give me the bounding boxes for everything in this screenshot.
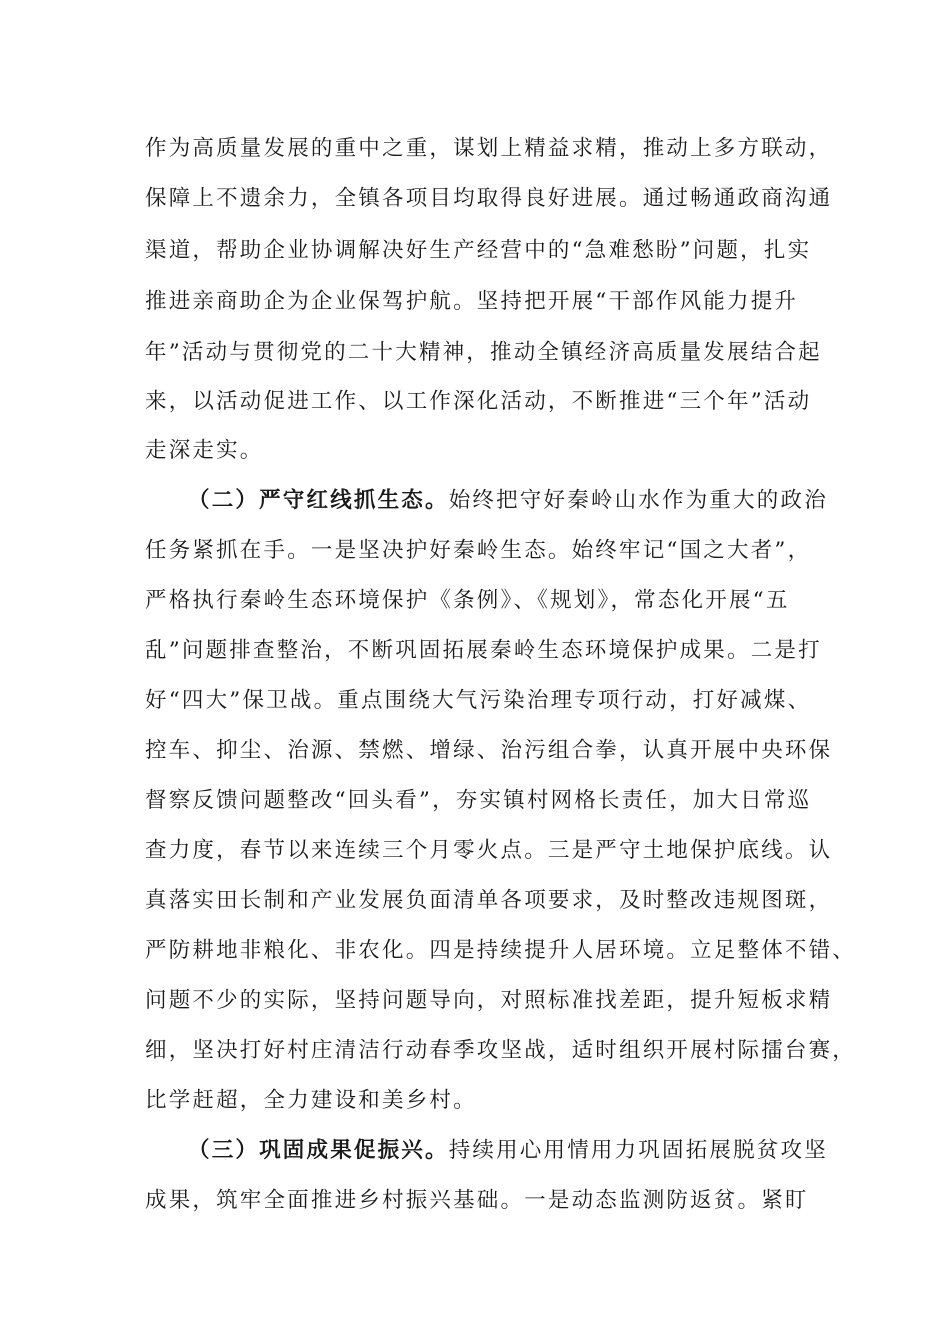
section-paragraph-start: [188, 490, 828, 512]
text-line: 督察反馈问题整改“回头看”，夯实镇村网格长责任，加大日常巡: [145, 788, 812, 813]
section-heading: （二）严守红线抓生态。: [188, 488, 449, 513]
text-line: 走深走实。: [145, 438, 264, 463]
text-line: 真落实田长制和产业发展负面清单各项要求，及时整改违规图斑，: [145, 888, 833, 913]
text-line: 年”活动与贯彻党的二十大精神，推动全镇经济高质量发展结合起: [145, 340, 822, 365]
text-line: 严格执行秦岭生态环境保护《条例》、《规划》，常态化开展“五: [145, 588, 790, 613]
text-line: 作为高质量发展的重中之重，谋划上精益求精，推动上多方联动，: [145, 136, 833, 161]
text-line: 保障上不遗余力，全镇各项目均取得良好进展。通过畅通政商沟通: [145, 186, 833, 211]
text-line: 控车、抑尘、治源、禁燃、增绿、治污组合拳，认真开展中央环保: [145, 738, 833, 763]
section-paragraph-start: [188, 1140, 828, 1162]
text-line: 成果，筑牢全面推进乡村振兴基础。一是动态监测防返贫。紧盯: [145, 1188, 809, 1213]
text-line: 细，坚决打好村庄清洁行动春季攻坚战，适时组织开展村际擂台赛，: [145, 1038, 857, 1063]
text-line: 任务紧抓在手。一是坚决护好秦岭生态。始终牢记“国之大者”，: [145, 538, 812, 563]
text-line: 严防耕地非粮化、非农化。四是持续提升人居环境。立足整体不错、: [145, 938, 857, 963]
text-run: 始终把守好秦岭山水作为重大的政治: [448, 488, 828, 513]
text-line: 问题不少的实际，坚持问题导向，对照标准找差距，提升短板求精: [145, 988, 833, 1013]
text-line: 来，以活动促进工作、以工作深化活动，不断推进“三个年”活动: [145, 389, 812, 414]
text-line: 好“四大”保卫战。重点围绕大气污染治理专项行动，打好减煤、: [145, 688, 812, 713]
text-line: 推进亲商助企为企业保驾护航。坚持把开展“干部作风能力提升: [145, 289, 799, 314]
section-heading: （三）巩固成果促振兴。: [188, 1138, 449, 1163]
text-line: 查力度，春节以来连续三个月零火点。三是严守土地保护底线。认: [145, 838, 833, 863]
text-line: 比学赶超，全力建设和美乡村。: [145, 1088, 477, 1113]
text-line: 渠道，帮助企业协调解决好生产经营中的“急难愁盼”问题，扎实: [145, 238, 812, 263]
text-run: 持续用心用情用力巩固拓展脱贫攻坚: [448, 1138, 828, 1163]
text-line: 乱”问题排查整治，不断巩固拓展秦岭生态环境保护成果。二是打: [145, 638, 822, 663]
